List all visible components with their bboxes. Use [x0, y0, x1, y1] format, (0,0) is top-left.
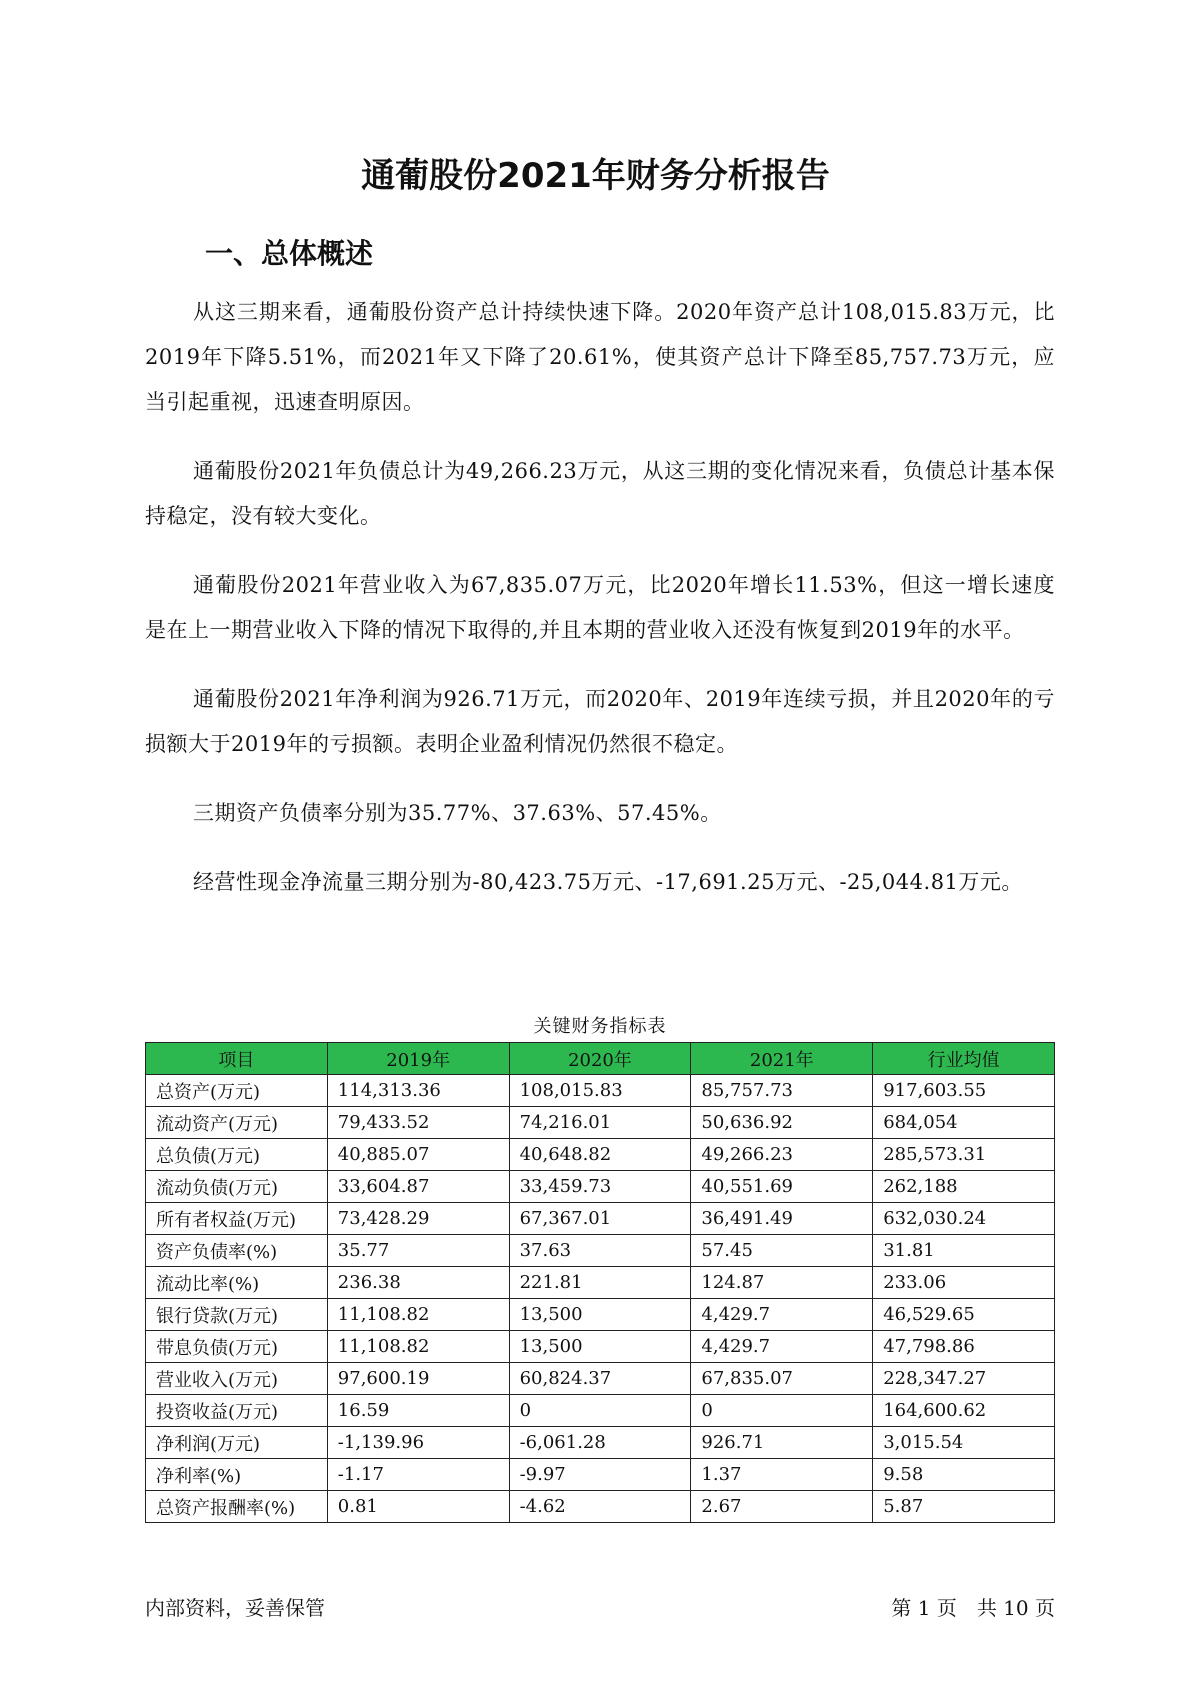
- table-cell-value: 108,015.83: [509, 1075, 691, 1107]
- table-row: [146, 1299, 1055, 1331]
- table-cell-value: 114,313.36: [327, 1075, 509, 1107]
- paragraph-net-profit: 通葡股份2021年净利润为926.71万元，而2020年、2019年连续亏损，并且2020年的亏损额大于2019年的亏损额。表明企业盈利情况仍然很不稳定。: [145, 687, 1055, 756]
- table-cell-value: 236.38: [327, 1267, 509, 1299]
- table-cell-value: 16.59: [327, 1395, 509, 1427]
- table-row: [146, 1427, 1055, 1459]
- table-body: [146, 1075, 1055, 1523]
- table-header-row: [146, 1043, 1055, 1075]
- table-row: [146, 1139, 1055, 1171]
- table-cell-value: 0: [691, 1395, 873, 1427]
- table-row: [146, 1171, 1055, 1203]
- table-cell-value: 37.63: [509, 1235, 691, 1267]
- table-cell-label: 流动比率(%): [146, 1267, 328, 1299]
- table-cell-label: 带息负债(万元): [146, 1331, 328, 1363]
- table-cell-label: 银行贷款(万元): [146, 1299, 328, 1331]
- report-title: 通葡股份2021年财务分析报告: [361, 156, 830, 196]
- table-cell-value: 33,459.73: [509, 1171, 691, 1203]
- table-cell-value: 124.87: [691, 1267, 873, 1299]
- table-cell-value: -1.17: [327, 1459, 509, 1491]
- table-row: [146, 1491, 1055, 1523]
- table-cell-value: 221.81: [509, 1267, 691, 1299]
- paragraph-cash-flow: 经营性现金净流量三期分别为-80,423.75万元、-17,691.25万元、-25,044.81万元。: [193, 870, 1023, 894]
- section-heading-overview: 一、总体概述: [205, 237, 374, 270]
- table-cell-value: -9.97: [509, 1459, 691, 1491]
- table-cell-value: 4,429.7: [691, 1331, 873, 1363]
- header-item: 项目: [146, 1043, 328, 1075]
- table-cell-value: 35.77: [327, 1235, 509, 1267]
- table-cell-value: 2.67: [691, 1491, 873, 1523]
- table-row: [146, 1331, 1055, 1363]
- table-cell-label: 所有者权益(万元): [146, 1203, 328, 1235]
- table-cell-value: 73,428.29: [327, 1203, 509, 1235]
- table-cell-value: 1.37: [691, 1459, 873, 1491]
- table-cell-value: 57.45: [691, 1235, 873, 1267]
- table-cell-value: 233.06: [873, 1267, 1055, 1299]
- table-row: [146, 1395, 1055, 1427]
- table-cell-value: 164,600.62: [873, 1395, 1055, 1427]
- table-cell-label: 总资产报酬率(%): [146, 1491, 328, 1523]
- paragraph-debt-ratio: 三期资产负债率分别为35.77%、37.63%、57.45%。: [193, 801, 722, 825]
- header-2021: 2021年: [691, 1043, 873, 1075]
- table-cell-value: 79,433.52: [327, 1107, 509, 1139]
- table-cell-value: 85,757.73: [691, 1075, 873, 1107]
- table-caption: 关键财务指标表: [533, 1016, 667, 1037]
- table-row: [146, 1363, 1055, 1395]
- table-cell-label: 流动负债(万元): [146, 1171, 328, 1203]
- table-cell-value: 50,636.92: [691, 1107, 873, 1139]
- header-industry-avg: 行业均值: [873, 1043, 1055, 1075]
- table-row: [146, 1459, 1055, 1491]
- table-cell-value: 3,015.54: [873, 1427, 1055, 1459]
- table-cell-value: 9.58: [873, 1459, 1055, 1491]
- table-cell-value: 13,500: [509, 1299, 691, 1331]
- table-cell-label: 净利润(万元): [146, 1427, 328, 1459]
- table-cell-value: 49,266.23: [691, 1139, 873, 1171]
- table-cell-value: 0.81: [327, 1491, 509, 1523]
- header-2019: 2019年: [327, 1043, 509, 1075]
- table-cell-value: 67,835.07: [691, 1363, 873, 1395]
- table-cell-value: 40,648.82: [509, 1139, 691, 1171]
- table-cell-value: 60,824.37: [509, 1363, 691, 1395]
- header-2020: 2020年: [509, 1043, 691, 1075]
- table-cell-value: 11,108.82: [327, 1331, 509, 1363]
- footer-confidential-note: 内部资料，妥善保管: [145, 1596, 325, 1620]
- table-cell-value: 74,216.01: [509, 1107, 691, 1139]
- table-row: [146, 1267, 1055, 1299]
- table-cell-value: 13,500: [509, 1331, 691, 1363]
- table-cell-label: 总资产(万元): [146, 1075, 328, 1107]
- table-cell-value: 40,551.69: [691, 1171, 873, 1203]
- table-cell-value: 5.87: [873, 1491, 1055, 1523]
- table-cell-value: 0: [509, 1395, 691, 1427]
- table-cell-value: 47,798.86: [873, 1331, 1055, 1363]
- table-row: [146, 1107, 1055, 1139]
- table-cell-value: 46,529.65: [873, 1299, 1055, 1331]
- table-cell-label: 营业收入(万元): [146, 1363, 328, 1395]
- table-cell-value: 4,429.7: [691, 1299, 873, 1331]
- table-cell-value: 917,603.55: [873, 1075, 1055, 1107]
- table-row: [146, 1235, 1055, 1267]
- paragraph-assets: 从这三期来看，通葡股份资产总计持续快速下降。2020年资产总计108,015.83万元，比2019年下降5.51%，而2021年又下降了20.61%，使其资产总计下降至85,757.73万元，应当引起重视，迅速查明原因。: [145, 300, 1055, 414]
- table-cell-label: 资产负债率(%): [146, 1235, 328, 1267]
- table-cell-value: 31.81: [873, 1235, 1055, 1267]
- table-cell-value: -6,061.28: [509, 1427, 691, 1459]
- table-cell-value: 33,604.87: [327, 1171, 509, 1203]
- table-cell-label: 总负债(万元): [146, 1139, 328, 1171]
- table-cell-label: 投资收益(万元): [146, 1395, 328, 1427]
- paragraph-liabilities: 通葡股份2021年负债总计为49,266.23万元，从这三期的变化情况来看，负债总计基本保持稳定，没有较大变化。: [145, 459, 1055, 528]
- paragraph-revenue: 通葡股份2021年营业收入为67,835.07万元，比2020年增长11.53%，但这一增长速度是在上一期营业收入下降的情况下取得的,并且本期的营业收入还没有恢复到2019年的水平。: [145, 573, 1055, 642]
- table-cell-label: 流动资产(万元): [146, 1107, 328, 1139]
- table-cell-value: 67,367.01: [509, 1203, 691, 1235]
- table-cell-value: 11,108.82: [327, 1299, 509, 1331]
- table-cell-value: 36,491.49: [691, 1203, 873, 1235]
- table-cell-value: 97,600.19: [327, 1363, 509, 1395]
- table-cell-value: 40,885.07: [327, 1139, 509, 1171]
- table-row: [146, 1203, 1055, 1235]
- overview-paragraphs: [145, 290, 1055, 929]
- table-cell-value: 228,347.27: [873, 1363, 1055, 1395]
- key-financial-indicators-table: [145, 1042, 1055, 1523]
- table-cell-value: -4.62: [509, 1491, 691, 1523]
- table-cell-value: 926.71: [691, 1427, 873, 1459]
- table-cell-value: 684,054: [873, 1107, 1055, 1139]
- table-row: [146, 1075, 1055, 1107]
- footer-page-number: 第 1 页 共 10 页: [891, 1596, 1055, 1620]
- table-cell-value: 262,188: [873, 1171, 1055, 1203]
- table-cell-value: 285,573.31: [873, 1139, 1055, 1171]
- table-cell-value: 632,030.24: [873, 1203, 1055, 1235]
- table-cell-label: 净利率(%): [146, 1459, 328, 1491]
- table-cell-value: -1,139.96: [327, 1427, 509, 1459]
